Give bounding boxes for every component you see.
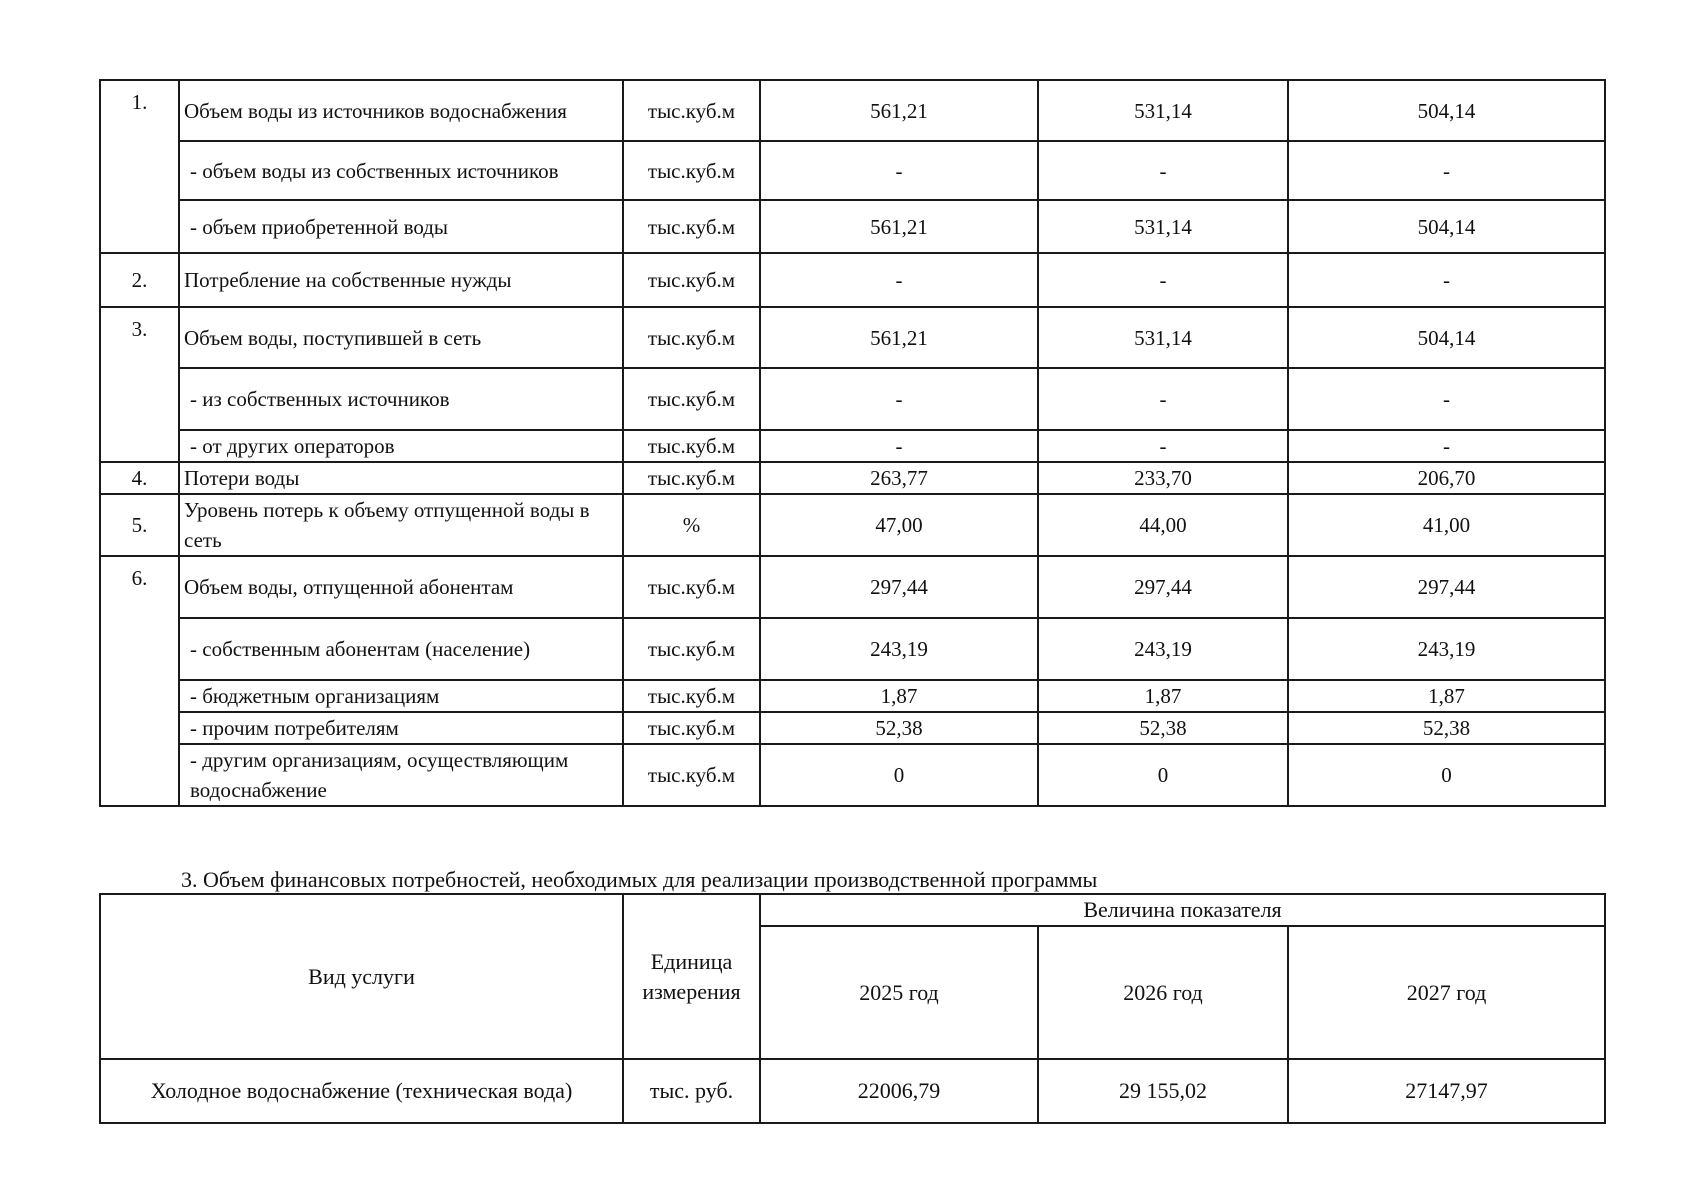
indicator-name: - объем приобретенной воды	[179, 200, 623, 253]
table-row	[100, 368, 1605, 430]
value-group-header: Величина показателя	[760, 894, 1605, 926]
unit-cell: тыс.куб.м	[623, 80, 760, 141]
unit-cell: тыс.куб.м	[623, 141, 760, 200]
value-2027: 0	[1288, 744, 1605, 806]
value-2026: 233,70	[1038, 462, 1288, 494]
value-2025: 561,21	[760, 307, 1038, 368]
service-name: Холодное водоснабжение (техническая вода)	[100, 1059, 623, 1123]
unit-cell: тыс.куб.м	[623, 680, 760, 712]
unit-cell: тыс.куб.м	[623, 618, 760, 680]
indicator-name: Объем воды, отпущенной абонентам	[179, 556, 623, 618]
value-2027: -	[1288, 430, 1605, 462]
value-2027: 27147,97	[1288, 1059, 1605, 1123]
value-2025: 561,21	[760, 200, 1038, 253]
unit-cell: тыс.куб.м	[623, 462, 760, 494]
year-header: 2027 год	[1288, 926, 1605, 1059]
value-2026: 0	[1038, 744, 1288, 806]
value-2027: 1,87	[1288, 680, 1605, 712]
value-2025: 52,38	[760, 712, 1038, 744]
table-row	[100, 494, 1605, 556]
value-2025: 0	[760, 744, 1038, 806]
unit-cell: тыс.куб.м	[623, 712, 760, 744]
table-row	[100, 744, 1605, 806]
value-2026: 52,38	[1038, 712, 1288, 744]
service-type-header: Вид услуги	[100, 894, 623, 1059]
table-row	[100, 618, 1605, 680]
unit-cell: тыс.куб.м	[623, 368, 760, 430]
row-number: 6.	[100, 556, 179, 806]
value-2025: -	[760, 253, 1038, 307]
indicator-name: - другим организациям, осуществляющим водоснабжение	[179, 744, 623, 806]
table-row	[100, 307, 1605, 368]
year-header: 2025 год	[760, 926, 1038, 1059]
unit-cell: тыс.куб.м	[623, 200, 760, 253]
row-number: 3.	[100, 307, 179, 462]
indicator-name: Потребление на собственные нужды	[179, 253, 623, 307]
value-2025: 263,77	[760, 462, 1038, 494]
row-number: 5.	[100, 494, 179, 556]
row-number: 4.	[100, 462, 179, 494]
value-2026: -	[1038, 253, 1288, 307]
unit-cell: %	[623, 494, 760, 556]
value-2026: 29 155,02	[1038, 1059, 1288, 1123]
year-header: 2026 год	[1038, 926, 1288, 1059]
unit-cell: тыс.куб.м	[623, 253, 760, 307]
value-2027: 41,00	[1288, 494, 1605, 556]
indicator-name: Объем воды, поступившей в сеть	[179, 307, 623, 368]
indicator-name: - от других операторов	[179, 430, 623, 462]
value-2025: 297,44	[760, 556, 1038, 618]
table-row	[100, 712, 1605, 744]
financial-needs-table	[99, 893, 1606, 1124]
unit-cell: тыс.куб.м	[623, 744, 760, 806]
indicator-name: - объем воды из собственных источников	[179, 141, 623, 200]
indicator-name: - собственным абонентам (население)	[179, 618, 623, 680]
value-2025: 561,21	[760, 80, 1038, 141]
production-table	[99, 79, 1606, 807]
indicator-name: - из собственных источников	[179, 368, 623, 430]
unit-cell: тыс.куб.м	[623, 556, 760, 618]
value-2026: -	[1038, 430, 1288, 462]
value-2025: 1,87	[760, 680, 1038, 712]
table-row	[100, 141, 1605, 200]
section-heading: 3. Объем финансовых потребностей, необходимых для реализации производственной программы	[181, 867, 1098, 892]
indicator-name: - бюджетным организациям	[179, 680, 623, 712]
value-2026: 243,19	[1038, 618, 1288, 680]
value-2025: -	[760, 141, 1038, 200]
indicator-name: - прочим потребителям	[179, 712, 623, 744]
value-2027: -	[1288, 141, 1605, 200]
value-2025: 47,00	[760, 494, 1038, 556]
value-2027: 297,44	[1288, 556, 1605, 618]
value-2027: -	[1288, 368, 1605, 430]
indicator-name: Потери воды	[179, 462, 623, 494]
value-2026: -	[1038, 368, 1288, 430]
row-number: 2.	[100, 253, 179, 307]
indicator-name: Объем воды из источников водоснабжения	[179, 80, 623, 141]
value-2026: 44,00	[1038, 494, 1288, 556]
value-2027: 504,14	[1288, 80, 1605, 141]
value-2027: 243,19	[1288, 618, 1605, 680]
table-row	[100, 680, 1605, 712]
table-row	[100, 556, 1605, 618]
row-number: 1.	[100, 80, 179, 253]
value-2026: 297,44	[1038, 556, 1288, 618]
table-row	[100, 253, 1605, 307]
unit-cell: тыс.куб.м	[623, 307, 760, 368]
value-2027: 52,38	[1288, 712, 1605, 744]
value-2026: 531,14	[1038, 307, 1288, 368]
table-row	[100, 200, 1605, 253]
unit-cell: тыс.куб.м	[623, 430, 760, 462]
value-2026: 1,87	[1038, 680, 1288, 712]
value-2025: -	[760, 368, 1038, 430]
value-2026: 531,14	[1038, 80, 1288, 141]
value-2026: 531,14	[1038, 200, 1288, 253]
unit-cell: тыс. руб.	[623, 1059, 760, 1123]
value-2027: 504,14	[1288, 307, 1605, 368]
table-row	[100, 462, 1605, 494]
table-row	[100, 80, 1605, 141]
value-2025: 243,19	[760, 618, 1038, 680]
table-row	[100, 1059, 1605, 1123]
indicator-name: Уровень потерь к объему отпущенной воды в сеть	[179, 494, 623, 556]
table-row	[100, 430, 1605, 462]
header-row	[100, 894, 1605, 926]
unit-header: Единица измерения	[623, 894, 760, 1059]
value-2025: -	[760, 430, 1038, 462]
value-2027: -	[1288, 253, 1605, 307]
value-2027: 504,14	[1288, 200, 1605, 253]
value-2025: 22006,79	[760, 1059, 1038, 1123]
value-2026: -	[1038, 141, 1288, 200]
value-2027: 206,70	[1288, 462, 1605, 494]
